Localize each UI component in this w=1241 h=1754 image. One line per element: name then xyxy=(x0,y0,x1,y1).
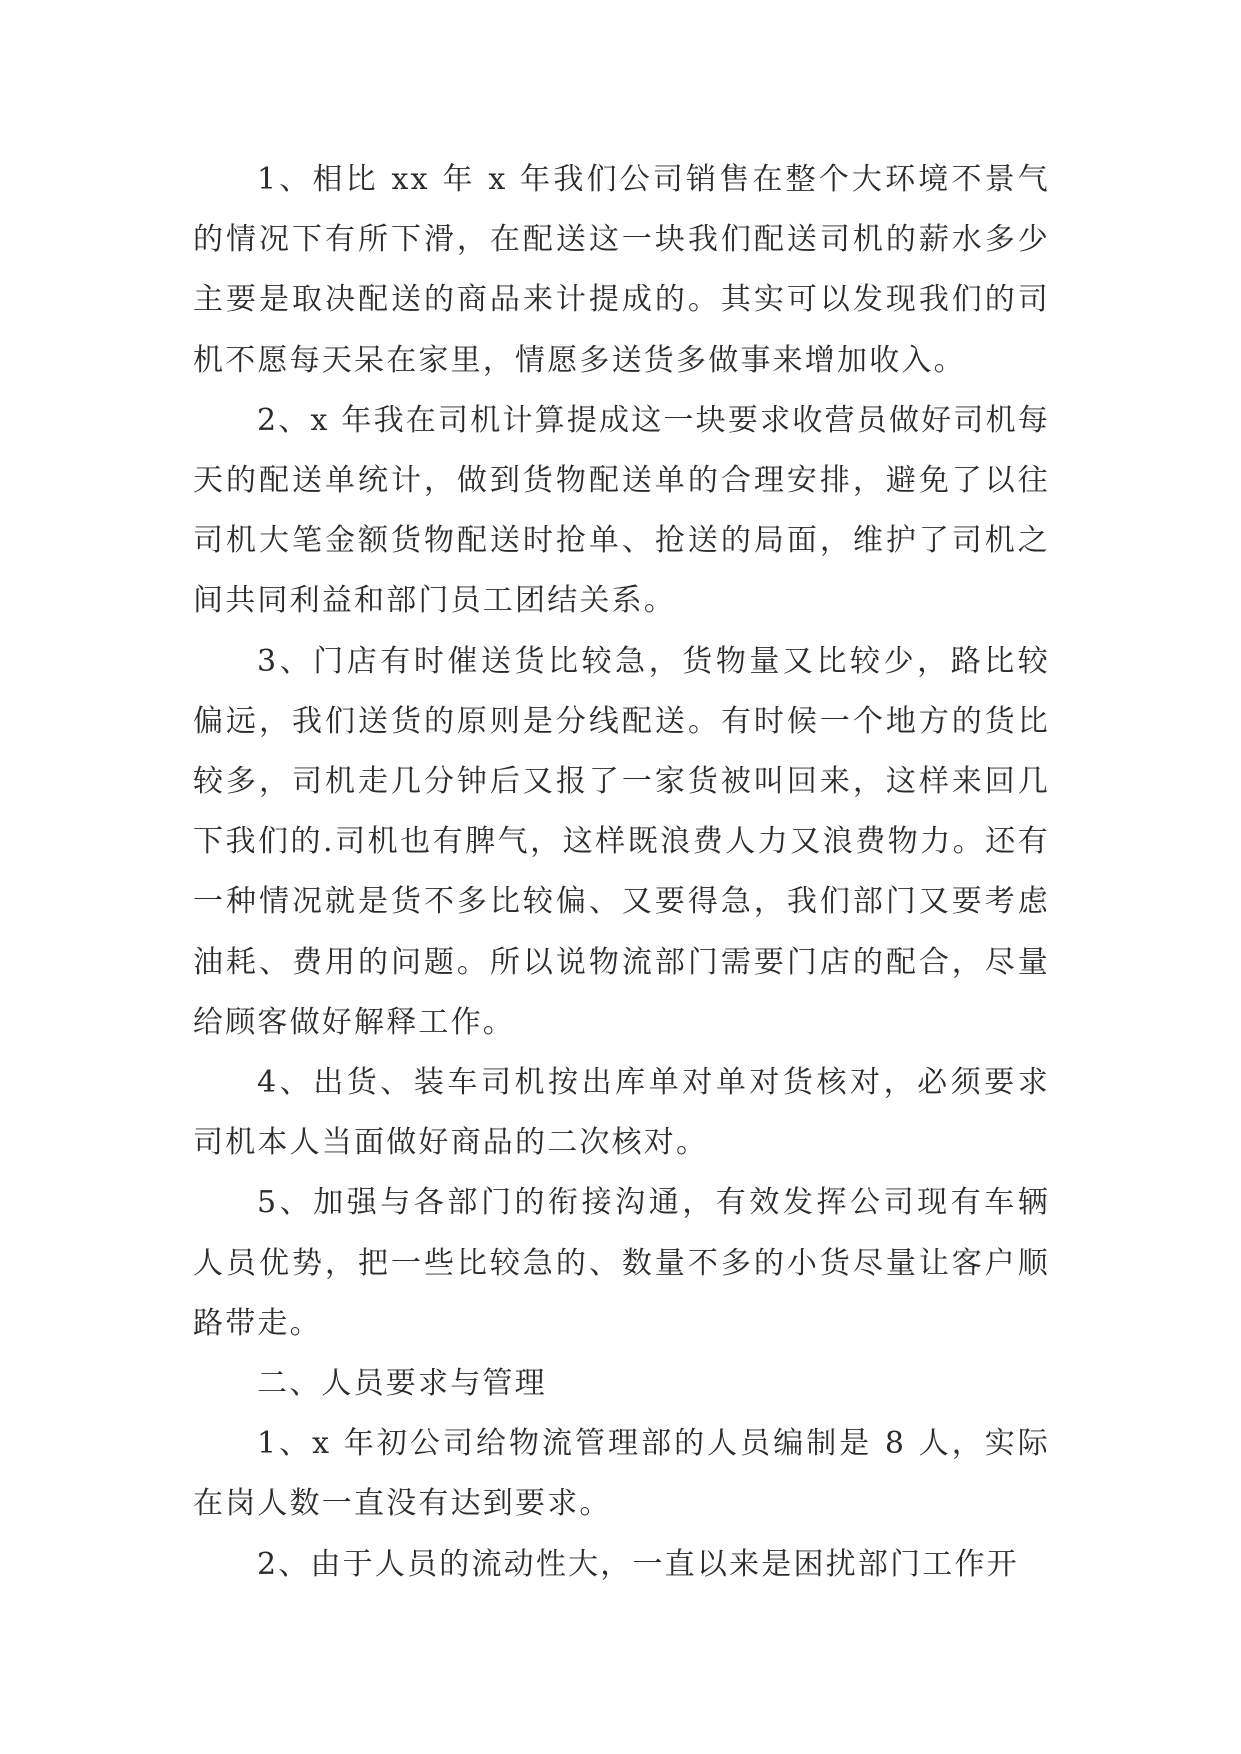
paragraph-1: 1、相比 xx 年 x 年我们公司销售在整个大环境不景气的情况下有所下滑，在配送这一块我们配送司机的薪水多少主要是取决配送的商品来计提成的。其实可以发现我们的司机不愿每天呆在家里，情愿多送货多做事来增加收入。 xyxy=(193,162,1050,378)
section-heading: 二、人员要求与管理 xyxy=(257,1366,547,1402)
paragraph-5: 5、加强与各部门的衔接沟通，有效发挥公司现有车辆人员优势，把一些比较急的、数量不多的小货尽量让客户顺路带走。 xyxy=(193,1185,1050,1341)
paragraph-7: 2、由于人员的流动性大，一直以来是困扰部门工作开 xyxy=(257,1546,1019,1582)
paragraph-4: 4、出货、装车司机按出库单对单对货核对，必须要求司机本人当面做好商品的二次核对。 xyxy=(193,1065,1050,1161)
paragraph-3: 3、门店有时催送货比较急，货物量又比较少，路比较偏远，我们送货的原则是分线配送。有时候一个地方的货比较多，司机走几分钟后又报了一家货被叫回来，这样来回几下我们的.司机也有脾气，这样既浪费人力又浪费物力。还有一种情况就是货不多比较偏、又要得急，我们部门又要考虑油耗、费用的问题。所以说物流部门需要门店的配合，尽量给顾客做好解释工作。 xyxy=(193,643,1050,1040)
paragraph-6: 1、x 年初公司给物流管理部的人员编制是 8 人，实际在岗人数一直没有达到要求。 xyxy=(193,1426,1050,1522)
document-body xyxy=(193,150,1050,1595)
paragraph-2: 2、x 年我在司机计算提成这一块要求收营员做好司机每天的配送单统计，做到货物配送单的合理安排，避免了以往司机大笔金额货物配送时抢单、抢送的局面，维护了司机之间共同利益和部门员工团结关系。 xyxy=(193,402,1050,619)
